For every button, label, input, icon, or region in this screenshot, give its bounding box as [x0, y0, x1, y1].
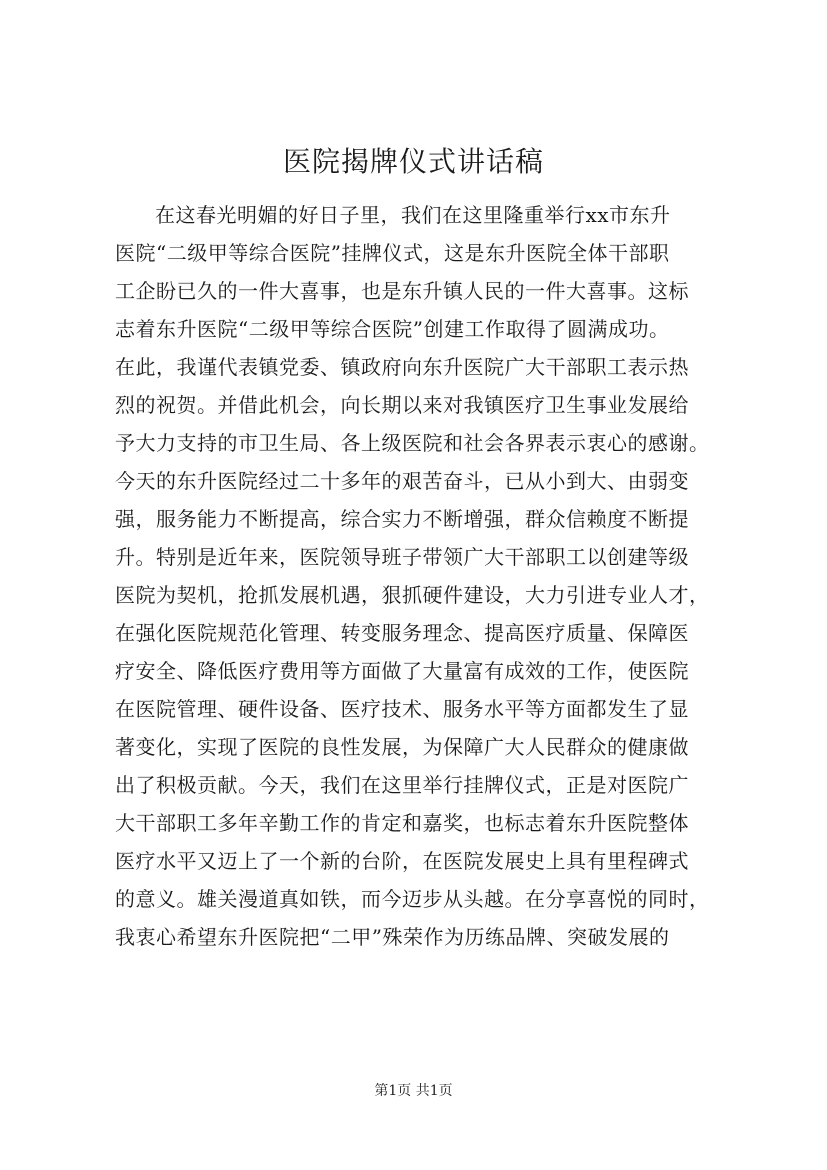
- body-line: 工企盼已久的一件大喜事，也是东升镇人民的一件大喜事。这标: [115, 279, 689, 303]
- body-line: 在此，我谨代表镇党委、镇政府向东升医院广大干部职工表示热: [115, 355, 689, 379]
- body-line: 疗安全、降低医疗费用等方面做了大量富有成效的工作，使医院: [115, 659, 689, 683]
- body-line: 在强化医院规范化管理、转变服务理念、提高医疗质量、保障医: [115, 621, 689, 645]
- page-footer: 第1页 共1页: [374, 1083, 453, 1099]
- document-title: 医院揭牌仪式讲话稿: [282, 145, 544, 178]
- body-line: 医院“二级甲等综合医院”挂牌仪式，这是东升医院全体干部职: [115, 241, 670, 265]
- body-line: 医疗水平又迈上了一个新的台阶，在医院发展史上具有里程碑式: [115, 849, 689, 873]
- body-line: 烈的祝贺。并借此机会，向长期以来对我镇医疗卫生事业发展给: [115, 393, 689, 417]
- body-line: 予大力支持的市卫生局、各上级医院和社会各界表示衷心的感谢。: [115, 431, 710, 455]
- body-line: 的意义。雄关漫道真如铁，而今迈步从头越。在分享喜悦的同时，: [115, 887, 710, 911]
- body-line: 升。特别是近年来，医院领导班子带领广大干部职工以创建等级: [115, 545, 689, 569]
- body-line: 在医院管理、硬件设备、医疗技术、服务水平等方面都发生了显: [115, 697, 689, 721]
- body-line: 出了积极贡献。今天，我们在这里举行挂牌仪式，正是对医院广: [115, 773, 689, 797]
- body-line: 志着东升医院“二级甲等综合医院”创建工作取得了圆满成功。: [115, 317, 670, 341]
- body-line: 我衷心希望东升医院把“二甲”殊荣作为历练品牌、突破发展的: [115, 925, 670, 949]
- document-body: [115, 196, 735, 956]
- body-line: 强，服务能力不断提高，综合实力不断增强，群众信赖度不断提: [115, 507, 689, 531]
- body-line: 今天的东升医院经过二十多年的艰苦奋斗，已从小到大、由弱变: [115, 469, 689, 493]
- body-line: 大干部职工多年辛勤工作的肯定和嘉奖，也标志着东升医院整体: [115, 811, 689, 835]
- body-line: 在这春光明媚的好日子里，我们在这里隆重举行xx市东升: [155, 203, 671, 227]
- body-line: 医院为契机，抢抓发展机遇，狠抓硬件建设，大力引进专业人才，: [115, 583, 710, 607]
- body-line: 著变化，实现了医院的良性发展，为保障广大人民群众的健康做: [115, 735, 689, 759]
